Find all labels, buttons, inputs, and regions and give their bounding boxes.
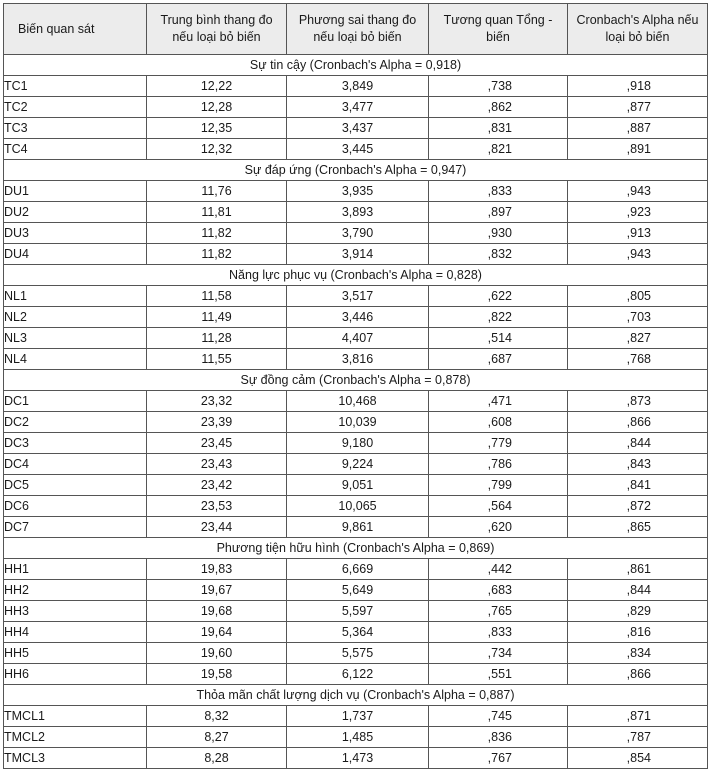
correlation-cell: ,471 — [429, 391, 568, 412]
scale-variance-cell: 10,065 — [287, 496, 429, 517]
variable-cell: DC4 — [4, 454, 147, 475]
correlation-cell: ,821 — [429, 139, 568, 160]
scale-mean-cell: 23,39 — [147, 412, 287, 433]
alpha-cell: ,872 — [568, 496, 708, 517]
scale-variance-cell: 3,446 — [287, 307, 429, 328]
group-title: Phương tiện hữu hình (Cronbach's Alpha = 0,869) — [4, 538, 708, 559]
group-header-row — [4, 685, 708, 706]
scale-mean-cell: 12,22 — [147, 76, 287, 97]
reliability-table — [3, 3, 708, 769]
scale-mean-cell: 11,82 — [147, 244, 287, 265]
scale-variance-cell: 5,364 — [287, 622, 429, 643]
header-alpha-if-deleted: Cronbach's Alpha nếu loại bỏ biến — [568, 4, 708, 55]
table-row — [4, 181, 708, 202]
table-row — [4, 307, 708, 328]
scale-variance-cell: 6,122 — [287, 664, 429, 685]
alpha-cell: ,943 — [568, 181, 708, 202]
table-row — [4, 349, 708, 370]
correlation-cell: ,779 — [429, 433, 568, 454]
correlation-cell: ,564 — [429, 496, 568, 517]
variable-cell: NL2 — [4, 307, 147, 328]
scale-variance-cell: 3,437 — [287, 118, 429, 139]
variable-cell: HH1 — [4, 559, 147, 580]
variable-cell: TC3 — [4, 118, 147, 139]
group-header-row — [4, 370, 708, 391]
scale-variance-cell: 10,468 — [287, 391, 429, 412]
scale-mean-cell: 19,67 — [147, 580, 287, 601]
table-row — [4, 202, 708, 223]
alpha-cell: ,854 — [568, 748, 708, 769]
scale-variance-cell: 3,477 — [287, 97, 429, 118]
alpha-cell: ,703 — [568, 307, 708, 328]
variable-cell: NL1 — [4, 286, 147, 307]
table-row — [4, 391, 708, 412]
scale-variance-cell: 3,790 — [287, 223, 429, 244]
scale-variance-cell: 6,669 — [287, 559, 429, 580]
variable-cell: DC6 — [4, 496, 147, 517]
scale-variance-cell: 9,180 — [287, 433, 429, 454]
group-header-row — [4, 160, 708, 181]
table-row — [4, 601, 708, 622]
alpha-cell: ,843 — [568, 454, 708, 475]
variable-cell: DU3 — [4, 223, 147, 244]
table-row — [4, 727, 708, 748]
correlation-cell: ,765 — [429, 601, 568, 622]
scale-mean-cell: 23,44 — [147, 517, 287, 538]
correlation-cell: ,745 — [429, 706, 568, 727]
correlation-cell: ,832 — [429, 244, 568, 265]
scale-variance-cell: 5,575 — [287, 643, 429, 664]
alpha-cell: ,827 — [568, 328, 708, 349]
scale-mean-cell: 23,32 — [147, 391, 287, 412]
table-row — [4, 433, 708, 454]
scale-variance-cell: 1,473 — [287, 748, 429, 769]
scale-variance-cell: 9,051 — [287, 475, 429, 496]
table-row — [4, 748, 708, 769]
alpha-cell: ,861 — [568, 559, 708, 580]
table-row — [4, 517, 708, 538]
variable-cell: NL3 — [4, 328, 147, 349]
table-row — [4, 622, 708, 643]
scale-mean-cell: 11,82 — [147, 223, 287, 244]
variable-cell: TMCL3 — [4, 748, 147, 769]
variable-cell: DU2 — [4, 202, 147, 223]
scale-mean-cell: 11,28 — [147, 328, 287, 349]
scale-variance-cell: 3,935 — [287, 181, 429, 202]
alpha-cell: ,834 — [568, 643, 708, 664]
table-row — [4, 286, 708, 307]
variable-cell: HH6 — [4, 664, 147, 685]
alpha-cell: ,787 — [568, 727, 708, 748]
header-scale-variance: Phương sai thang đo nếu loại bỏ biến — [287, 4, 429, 55]
variable-cell: TC1 — [4, 76, 147, 97]
group-title: Thỏa mãn chất lượng dịch vụ (Cronbach's Alpha = 0,887) — [4, 685, 708, 706]
table-body — [4, 55, 708, 769]
group-title: Sự đồng cảm (Cronbach's Alpha = 0,878) — [4, 370, 708, 391]
scale-mean-cell: 8,32 — [147, 706, 287, 727]
group-title: Sự đáp ứng (Cronbach's Alpha = 0,947) — [4, 160, 708, 181]
table-row — [4, 328, 708, 349]
table-row — [4, 118, 708, 139]
scale-mean-cell: 8,28 — [147, 748, 287, 769]
variable-cell: HH2 — [4, 580, 147, 601]
variable-cell: DC5 — [4, 475, 147, 496]
variable-cell: NL4 — [4, 349, 147, 370]
table-row — [4, 412, 708, 433]
scale-mean-cell: 11,55 — [147, 349, 287, 370]
scale-mean-cell: 23,43 — [147, 454, 287, 475]
reliability-table-container — [3, 3, 707, 769]
variable-cell: TMCL1 — [4, 706, 147, 727]
table-row — [4, 244, 708, 265]
scale-mean-cell: 19,68 — [147, 601, 287, 622]
alpha-cell: ,918 — [568, 76, 708, 97]
alpha-cell: ,866 — [568, 412, 708, 433]
variable-cell: HH4 — [4, 622, 147, 643]
correlation-cell: ,822 — [429, 307, 568, 328]
correlation-cell: ,767 — [429, 748, 568, 769]
table-row — [4, 76, 708, 97]
correlation-cell: ,620 — [429, 517, 568, 538]
scale-mean-cell: 19,58 — [147, 664, 287, 685]
correlation-cell: ,608 — [429, 412, 568, 433]
scale-variance-cell: 3,914 — [287, 244, 429, 265]
scale-variance-cell: 1,485 — [287, 727, 429, 748]
alpha-cell: ,844 — [568, 580, 708, 601]
alpha-cell: ,768 — [568, 349, 708, 370]
correlation-cell: ,862 — [429, 97, 568, 118]
scale-mean-cell: 12,32 — [147, 139, 287, 160]
scale-mean-cell: 8,27 — [147, 727, 287, 748]
scale-mean-cell: 11,58 — [147, 286, 287, 307]
alpha-cell: ,871 — [568, 706, 708, 727]
scale-variance-cell: 1,737 — [287, 706, 429, 727]
group-header-row — [4, 55, 708, 76]
header-scale-mean: Trung bình thang đo nếu loại bỏ biến — [147, 4, 287, 55]
correlation-cell: ,831 — [429, 118, 568, 139]
table-row — [4, 643, 708, 664]
variable-cell: DC7 — [4, 517, 147, 538]
scale-mean-cell: 23,45 — [147, 433, 287, 454]
group-title: Sự tin cậy (Cronbach's Alpha = 0,918) — [4, 55, 708, 76]
table-row — [4, 664, 708, 685]
header-variable: Biến quan sát — [4, 4, 147, 55]
table-header — [4, 4, 708, 55]
variable-cell: DC3 — [4, 433, 147, 454]
alpha-cell: ,816 — [568, 622, 708, 643]
scale-variance-cell: 5,649 — [287, 580, 429, 601]
table-row — [4, 97, 708, 118]
alpha-cell: ,923 — [568, 202, 708, 223]
scale-variance-cell: 9,861 — [287, 517, 429, 538]
header-item-total-correlation: Tương quan Tổng - biến — [429, 4, 568, 55]
alpha-cell: ,829 — [568, 601, 708, 622]
header-row — [4, 4, 708, 55]
group-header-row — [4, 538, 708, 559]
scale-mean-cell: 12,35 — [147, 118, 287, 139]
correlation-cell: ,514 — [429, 328, 568, 349]
variable-cell: TMCL2 — [4, 727, 147, 748]
scale-variance-cell: 10,039 — [287, 412, 429, 433]
scale-variance-cell: 3,893 — [287, 202, 429, 223]
table-row — [4, 475, 708, 496]
variable-cell: DC2 — [4, 412, 147, 433]
alpha-cell: ,887 — [568, 118, 708, 139]
scale-mean-cell: 11,49 — [147, 307, 287, 328]
table-row — [4, 139, 708, 160]
group-title: Năng lực phục vụ (Cronbach's Alpha = 0,828) — [4, 265, 708, 286]
table-row — [4, 580, 708, 601]
scale-variance-cell: 3,517 — [287, 286, 429, 307]
variable-cell: TC4 — [4, 139, 147, 160]
correlation-cell: ,897 — [429, 202, 568, 223]
alpha-cell: ,891 — [568, 139, 708, 160]
variable-cell: DU4 — [4, 244, 147, 265]
correlation-cell: ,786 — [429, 454, 568, 475]
scale-variance-cell: 9,224 — [287, 454, 429, 475]
variable-cell: HH5 — [4, 643, 147, 664]
scale-mean-cell: 19,64 — [147, 622, 287, 643]
scale-mean-cell: 19,83 — [147, 559, 287, 580]
scale-variance-cell: 5,597 — [287, 601, 429, 622]
alpha-cell: ,943 — [568, 244, 708, 265]
scale-mean-cell: 12,28 — [147, 97, 287, 118]
scale-mean-cell: 19,60 — [147, 643, 287, 664]
table-row — [4, 223, 708, 244]
correlation-cell: ,738 — [429, 76, 568, 97]
variable-cell: TC2 — [4, 97, 147, 118]
scale-mean-cell: 11,81 — [147, 202, 287, 223]
correlation-cell: ,622 — [429, 286, 568, 307]
variable-cell: DC1 — [4, 391, 147, 412]
scale-variance-cell: 3,849 — [287, 76, 429, 97]
variable-cell: HH3 — [4, 601, 147, 622]
scale-mean-cell: 23,53 — [147, 496, 287, 517]
scale-variance-cell: 3,445 — [287, 139, 429, 160]
correlation-cell: ,836 — [429, 727, 568, 748]
correlation-cell: ,930 — [429, 223, 568, 244]
alpha-cell: ,877 — [568, 97, 708, 118]
alpha-cell: ,844 — [568, 433, 708, 454]
table-row — [4, 559, 708, 580]
scale-mean-cell: 11,76 — [147, 181, 287, 202]
correlation-cell: ,442 — [429, 559, 568, 580]
scale-mean-cell: 23,42 — [147, 475, 287, 496]
table-row — [4, 454, 708, 475]
alpha-cell: ,841 — [568, 475, 708, 496]
correlation-cell: ,833 — [429, 622, 568, 643]
correlation-cell: ,687 — [429, 349, 568, 370]
table-row — [4, 706, 708, 727]
correlation-cell: ,551 — [429, 664, 568, 685]
alpha-cell: ,805 — [568, 286, 708, 307]
alpha-cell: ,873 — [568, 391, 708, 412]
correlation-cell: ,833 — [429, 181, 568, 202]
alpha-cell: ,913 — [568, 223, 708, 244]
variable-cell: DU1 — [4, 181, 147, 202]
correlation-cell: ,683 — [429, 580, 568, 601]
correlation-cell: ,734 — [429, 643, 568, 664]
alpha-cell: ,865 — [568, 517, 708, 538]
alpha-cell: ,866 — [568, 664, 708, 685]
table-row — [4, 496, 708, 517]
correlation-cell: ,799 — [429, 475, 568, 496]
scale-variance-cell: 3,816 — [287, 349, 429, 370]
scale-variance-cell: 4,407 — [287, 328, 429, 349]
group-header-row — [4, 265, 708, 286]
